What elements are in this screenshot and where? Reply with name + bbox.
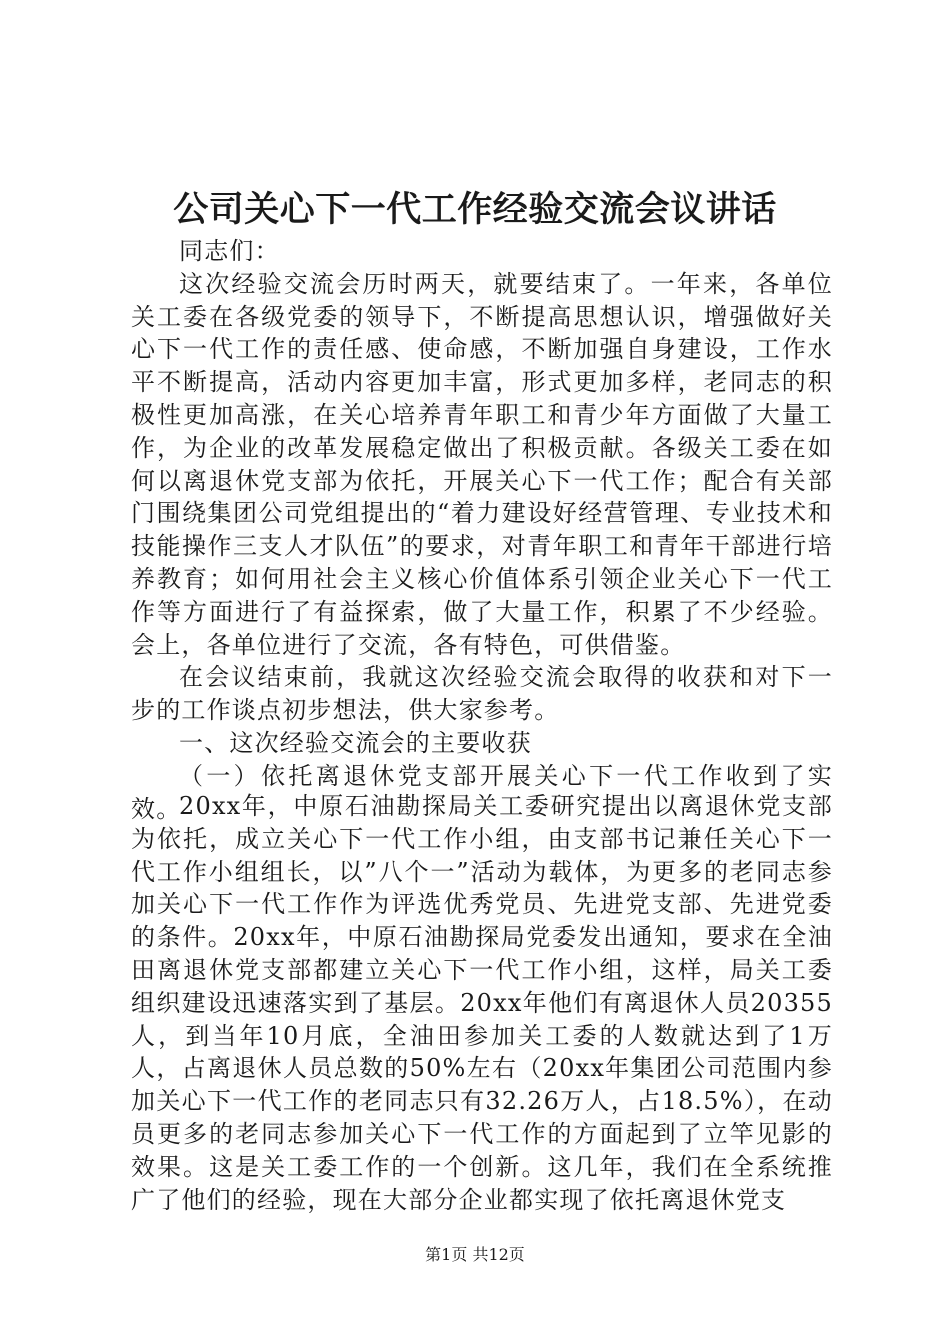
- document-title: 公司关心下一代工作经验交流会议讲话: [173, 189, 777, 230]
- body-paragraph: 20xx年，中原石油勘探局关工委研究提出以离退休党支部为依托，成立关心下一代工作小组，由支部书记兼任关心下一代工作小组组长，以”八个一”活动为载体，为更多的老同志参加关心下一代工作作为评选优秀党员、先进党支部、先进党委的条件。20xx年，中原石油勘探局党委发出通知，要求在全油田离退休党支部都建立关心下一代工作小组，这样，局关工委组织建设迅速落实到了基层。20xx年他们有离退休人员20355人，到当年10月底，全油田参加关工委的人数就达到了1万人，占离退休人员总数的50%左右（20xx年集团公司范围内参加关心下一代工作的老同志只有32.26万人，占18.5%），在动员更多的老同志参加关心下一代工作的方面起到了立竿见影的效果。这是关工委工作的一个创新。这几年，我们在全系统推广了他们的经验，现在大部分企业都实现了依托离退休党支: [131, 792, 833, 1214]
- body-paragraph: 这次经验交流会历时两天，就要结束了。一年来，各单位关工委在各级党委的领导下，不断提高思想认识，增强做好关心下一代工作的责任感、使命感，不断加强自身建设，工作水平不断提高，活动内容更加丰富，形式更加多样，老同志的积极性更加高涨，在关心培养青年职工和青少年方面做了大量工作，为企业的改革发展稳定做出了积极贡献。各级关工委在如何以离退休党支部为依托，开展关心下一代工作；配合有关部门围绕集团公司党组提出的“着力建设好经营管理、专业技术和技能操作三支人才队伍”的要求，对青年职工和青年干部进行培养教育；如何用社会主义核心价值体系引领企业关心下一代工作等方面进行了有益探索，做了大量工作，积累了不少经验。会上，各单位进行了交流，各有特色，可供借鉴。: [131, 269, 833, 659]
- page-number-footer: 第1页 共12页: [425, 1245, 525, 1264]
- section-heading: 一、这次经验交流会的主要收获: [179, 728, 532, 757]
- body-section-2: [131, 790, 833, 1216]
- body-paragraph: 在会议结束前，我就这次经验交流会取得的收获和对下一步的工作谈点初步想法，供大家参考。: [131, 663, 833, 725]
- salutation-paragraph: 同志们：: [179, 237, 280, 265]
- body-section-1: [131, 235, 833, 825]
- subsection-heading: （一）依托离退休党支部开展关心下一代工作收到了实效。: [131, 761, 833, 823]
